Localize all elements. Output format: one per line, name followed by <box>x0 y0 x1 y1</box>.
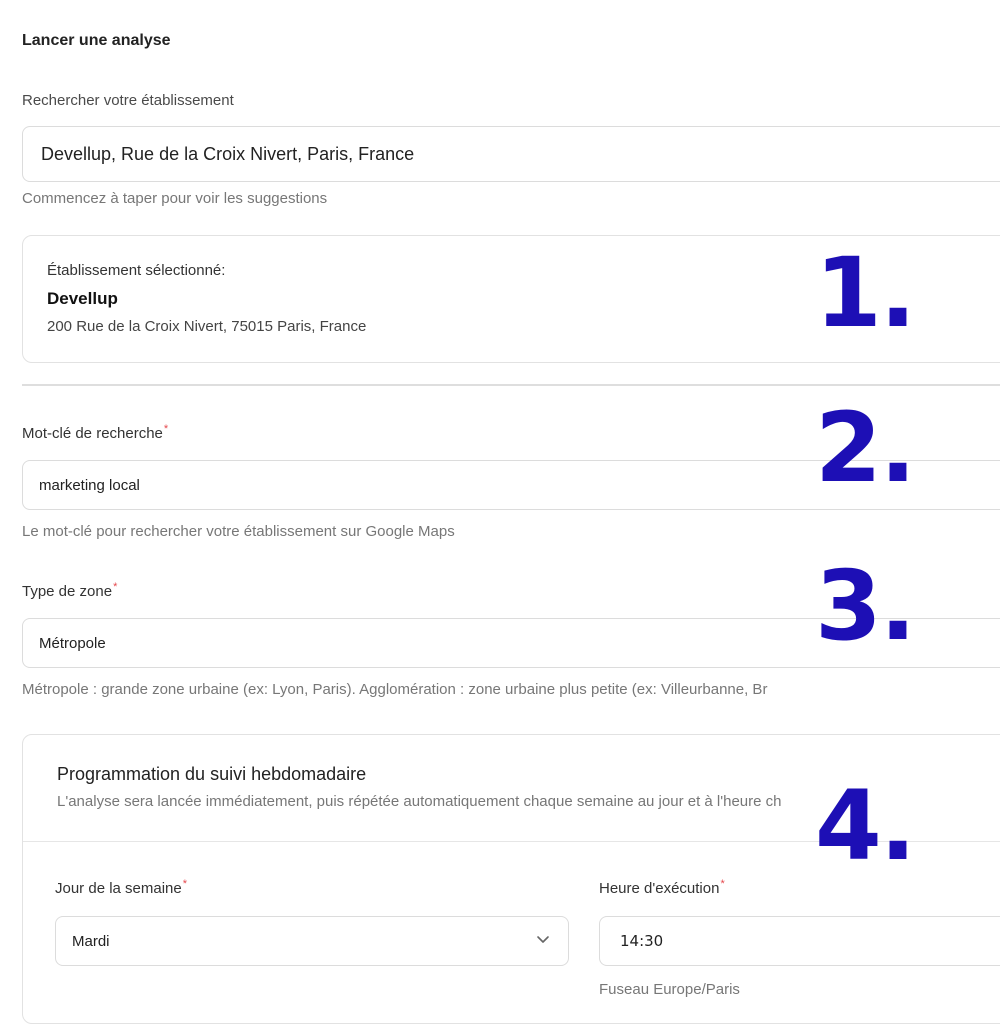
schedule-description: L'analyse sera lancée immédiatement, puis répétée automatiquement chaque semaine au jour et à l'heure ch <box>57 793 782 810</box>
timezone-note: Fuseau Europe/Paris <box>599 981 740 998</box>
time-input[interactable] <box>599 916 1000 966</box>
selected-establishment-heading: Établissement sélectionné: <box>47 262 226 279</box>
zone-label <box>22 583 117 600</box>
establishment-search-input[interactable] <box>22 126 1000 182</box>
day-value: Mardi <box>72 932 110 950</box>
section-divider <box>22 384 1000 386</box>
step-number-1: 1. <box>815 237 915 349</box>
establishment-search-label: Rechercher votre établissement <box>22 92 234 109</box>
time-required-mark: * <box>720 878 725 890</box>
step-number-3: 3. <box>815 550 915 662</box>
zone-required-mark: * <box>113 581 118 593</box>
step-number-2: 2. <box>815 392 915 504</box>
chevron-down-icon <box>534 930 552 953</box>
step-number-4: 4. <box>815 770 915 882</box>
day-select[interactable] <box>55 916 569 966</box>
keyword-label-text: Mot-clé de recherche <box>22 425 163 442</box>
zone-label-text: Type de zone <box>22 583 113 600</box>
establishment-search-value: Devellup, Rue de la Croix Nivert, Paris, France <box>41 143 415 164</box>
page-title: Lancer une analyse <box>22 32 171 49</box>
zone-help: Métropole : grande zone urbaine (ex: Lyon, Paris). Agglomération : zone urbaine plus petite (ex: Villeurbanne, Br <box>22 681 768 698</box>
establishment-search-help: Commencez à taper pour voir les suggestions <box>22 190 328 207</box>
schedule-title: Programmation du suivi hebdomadaire <box>57 764 367 784</box>
keyword-required-mark: * <box>163 423 169 435</box>
zone-value: Métropole <box>39 634 106 652</box>
keyword-label <box>22 425 168 442</box>
selected-establishment-address: 200 Rue de la Croix Nivert, 75015 Paris, France <box>47 318 367 335</box>
keyword-value: marketing local <box>39 476 140 494</box>
day-required-mark: * <box>182 878 188 890</box>
time-label <box>599 880 725 897</box>
selected-establishment-name: Devellup <box>47 289 118 308</box>
keyword-help: Le mot-clé pour rechercher votre établissement sur Google Maps <box>22 523 455 540</box>
day-label-text: Jour de la semaine <box>55 880 182 897</box>
time-label-text: Heure d'exécution <box>599 880 720 897</box>
time-value: 14:30 <box>620 932 664 950</box>
day-label <box>55 880 187 897</box>
